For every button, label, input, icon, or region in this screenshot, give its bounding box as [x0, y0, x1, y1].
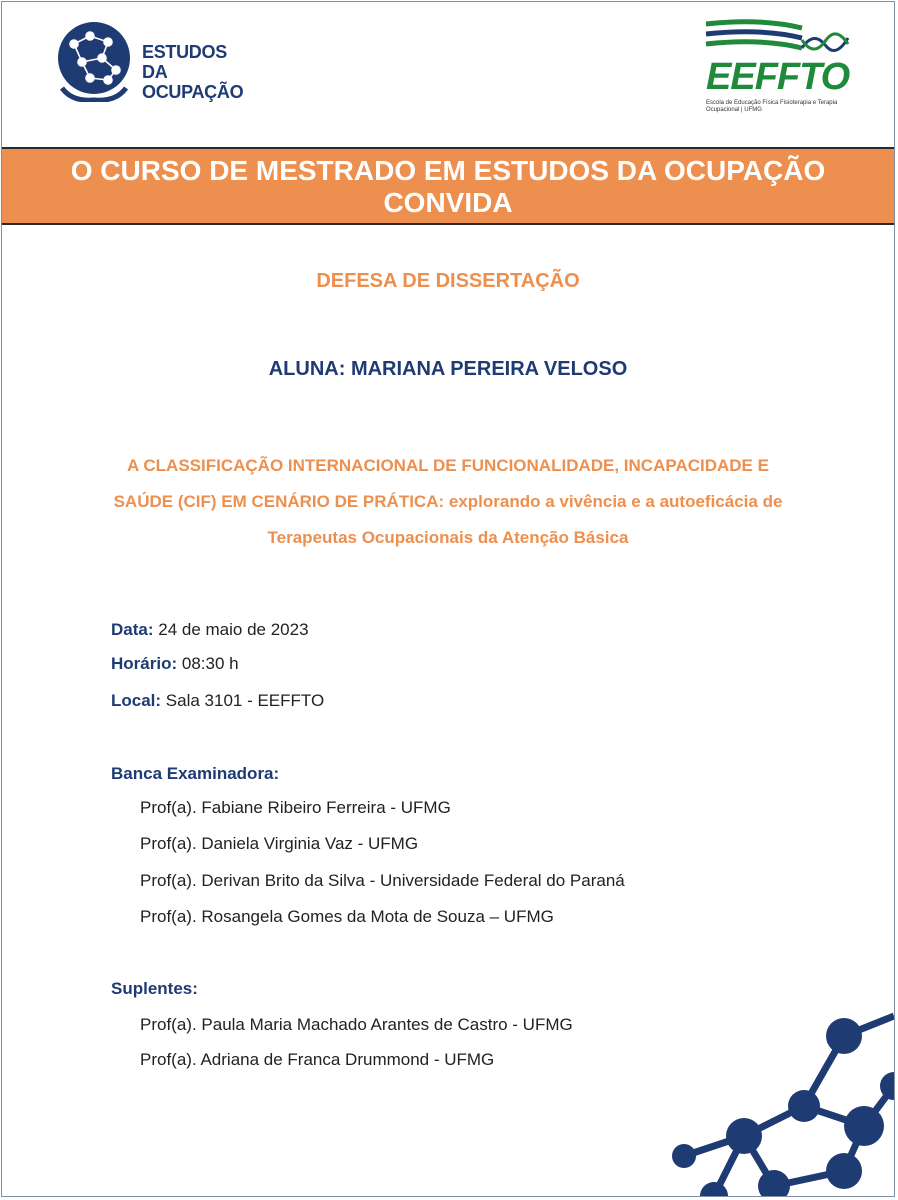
thesis-title — [2, 448, 894, 556]
thesis-line-2: SAÚDE (CIF) EM CENÁRIO DE PRÁTICA: explorando a vivência e a autoeficácia de — [113, 492, 783, 511]
committee-member: Prof(a). Fabiane Ribeiro Ferreira - UFMG — [140, 798, 451, 817]
date-label: Data: — [111, 620, 154, 639]
time-row — [111, 654, 239, 674]
time-value: 08:30 h — [181, 654, 239, 673]
invitation-banner — [2, 147, 894, 225]
place-row — [111, 691, 324, 711]
student-name: ALUNA: MARIANA PEREIRA VELOSO — [268, 358, 628, 380]
section-title: DEFESA DE DISSERTAÇÃO — [316, 270, 580, 292]
committee-member: Prof(a). Rosangela Gomes da Mota de Souza – UFMG — [140, 907, 554, 926]
flyer — [1, 1, 895, 1197]
date-value: 24 de maio de 2023 — [158, 620, 309, 639]
eeffto-logo — [702, 18, 862, 118]
network-hand-icon — [52, 18, 136, 102]
alternates-title: Suplentes: — [111, 979, 198, 998]
eeffto-subtext: Escola de Educação Física Fisioterapia e Terapia Ocupacional | UFMG — [706, 100, 838, 113]
banner-line-2: CONVIDA — [383, 187, 513, 218]
eeffto-wordmark: EEFFTO — [706, 56, 850, 98]
place-label: Local: — [111, 691, 162, 710]
banner-line-1: O CURSO DE MESTRADO EM ESTUDOS DA OCUPAÇÃO — [70, 155, 826, 186]
time-label: Horário: — [111, 654, 178, 673]
thesis-line-3: Terapeutas Ocupacionais da Atenção Básica — [267, 528, 629, 547]
thesis-line-1: A CLASSIFICAÇÃO INTERNACIONAL DE FUNCIONALIDADE, INCAPACIDADE E — [127, 456, 769, 475]
place-value: Sala 3101 - EEFFTO — [165, 691, 325, 710]
molecule-decoration — [654, 996, 894, 1196]
estudos-da-ocupacao-logo — [52, 18, 252, 104]
logo-line-2: OCUPAÇÃO — [142, 82, 244, 102]
committee-member: Prof(a). Derivan Brito da Silva - Universidade Federal do Paraná — [140, 871, 625, 890]
date-row — [111, 620, 309, 640]
alternate-member: Prof(a). Adriana de Franca Drummond - UFMG — [140, 1050, 495, 1069]
committee-title: Banca Examinadora: — [111, 764, 280, 783]
logo-line-1: ESTUDOS DA — [142, 42, 227, 82]
committee-member: Prof(a). Daniela Virginia Vaz - UFMG — [140, 834, 419, 853]
alternate-member: Prof(a). Paula Maria Machado Arantes de Castro - UFMG — [140, 1015, 573, 1034]
logo-wordmark — [142, 42, 252, 102]
wave-stripes-icon — [702, 18, 852, 58]
